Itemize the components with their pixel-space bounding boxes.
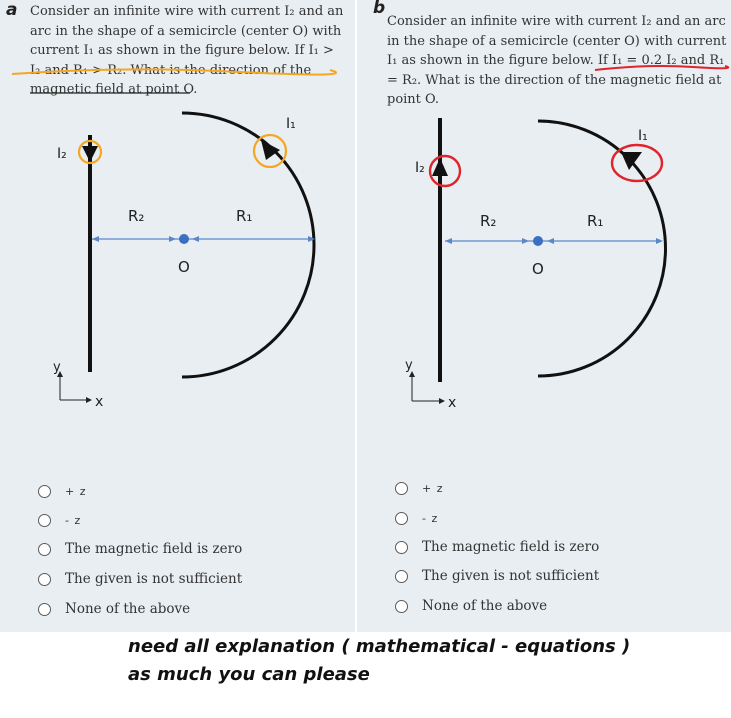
option-not-sufficient-b[interactable] — [395, 568, 599, 584]
underline-mark-a — [12, 69, 336, 74]
label-x-b: x — [448, 395, 457, 411]
label-y-b: y — [405, 358, 413, 373]
label-i2-b: I₂ — [415, 160, 425, 176]
label-y-a: y — [53, 360, 61, 375]
arc-current-arrow-b — [621, 152, 642, 170]
label-o-b: O — [532, 260, 544, 278]
label-x-a: x — [95, 394, 104, 410]
request-line-2: as much you can please — [128, 664, 370, 685]
radio-button[interactable] — [38, 543, 51, 556]
question-text-b: Consider an infinite wire with current I₂ and an arc in the shape of a semicircle (center O) with current I₁ as shown in the figure below. If I₁ = 0.2 I₂ and R₁ = R₂. What is the direction of the magnetic field at point O. — [387, 14, 727, 107]
option-none-a[interactable] — [38, 601, 190, 617]
label-i1-a: I₁ — [286, 116, 296, 132]
option-label: None of the above — [65, 601, 191, 617]
option-label: + z — [422, 482, 444, 495]
underline-mark-b — [595, 66, 728, 70]
x-axis-arrow-b — [439, 398, 445, 404]
label-r1-a: R₁ — [236, 207, 253, 225]
label-i1-b: I₁ — [638, 128, 648, 144]
request-note — [128, 633, 668, 689]
option-label: + z — [65, 485, 87, 498]
option-plus-z-a[interactable] — [38, 485, 87, 498]
center-point-a — [179, 234, 189, 244]
radio-button[interactable] — [395, 600, 408, 613]
option-label: - z — [65, 514, 82, 527]
option-not-sufficient-a[interactable] — [38, 571, 242, 587]
label-r1-b: R₁ — [587, 212, 604, 230]
radio-button[interactable] — [395, 482, 408, 495]
arc-current-arrow-a — [261, 140, 280, 160]
panel-letter-a: a — [6, 0, 18, 20]
question-panel-b — [357, 0, 731, 632]
radius-arrowhead-r2-b — [522, 238, 529, 244]
radius-arrowhead-r2-a — [169, 236, 176, 242]
request-line-1: need all explanation ( mathematical - equations ) — [128, 636, 631, 657]
radius-arrowhead-left-a — [92, 236, 99, 242]
radio-button[interactable] — [38, 485, 51, 498]
option-plus-z-b[interactable] — [395, 482, 444, 495]
panel-letter-b: b — [373, 0, 386, 18]
figure-a — [0, 0, 355, 460]
option-label: The given is not sufficient — [65, 571, 243, 587]
option-field-zero-b[interactable] — [395, 539, 599, 555]
radio-button[interactable] — [38, 573, 51, 586]
radius-arrowhead-r1-b — [547, 238, 554, 244]
label-i2-a: I₂ — [57, 146, 67, 162]
label-r2-a: R₂ — [128, 207, 145, 225]
label-r2-b: R₂ — [480, 212, 497, 230]
radio-button[interactable] — [38, 514, 51, 527]
radio-button[interactable] — [38, 603, 51, 616]
question-text-a: Consider an infinite wire with current I₂ and an arc in the shape of a semicircle (center O) with current I₁ as shown in the figure below. If I₁ > I₂ and R₁ > R₂. What is the direction of the magnetic field at point O. — [30, 4, 344, 97]
option-minus-z-a[interactable] — [38, 514, 81, 527]
option-none-b[interactable] — [395, 598, 547, 614]
wire-current-arrow-a — [82, 146, 98, 162]
semicircle-arc-a — [182, 113, 314, 377]
option-label: - z — [422, 512, 439, 525]
radius-arrowhead-r1-a — [192, 236, 199, 242]
radio-button[interactable] — [395, 570, 408, 583]
x-axis-arrow-a — [86, 397, 92, 403]
arc-highlight-b — [612, 145, 662, 181]
center-point-b — [533, 236, 543, 246]
radius-arrowhead-right-b — [656, 238, 663, 244]
semicircle-arc-b — [538, 121, 666, 376]
option-label: The given is not sufficient — [422, 568, 600, 584]
label-o-a: O — [178, 258, 190, 276]
option-label: None of the above — [422, 598, 548, 614]
option-label: The magnetic field is zero — [422, 539, 600, 555]
question-panel-a — [0, 0, 355, 632]
option-minus-z-b[interactable] — [395, 512, 438, 525]
radio-button[interactable] — [395, 541, 408, 554]
figure-b — [357, 0, 731, 460]
radio-button[interactable] — [395, 512, 408, 525]
option-label: The magnetic field is zero — [65, 541, 243, 557]
option-field-zero-a[interactable] — [38, 541, 242, 557]
radius-arrowhead-left-b — [445, 238, 452, 244]
